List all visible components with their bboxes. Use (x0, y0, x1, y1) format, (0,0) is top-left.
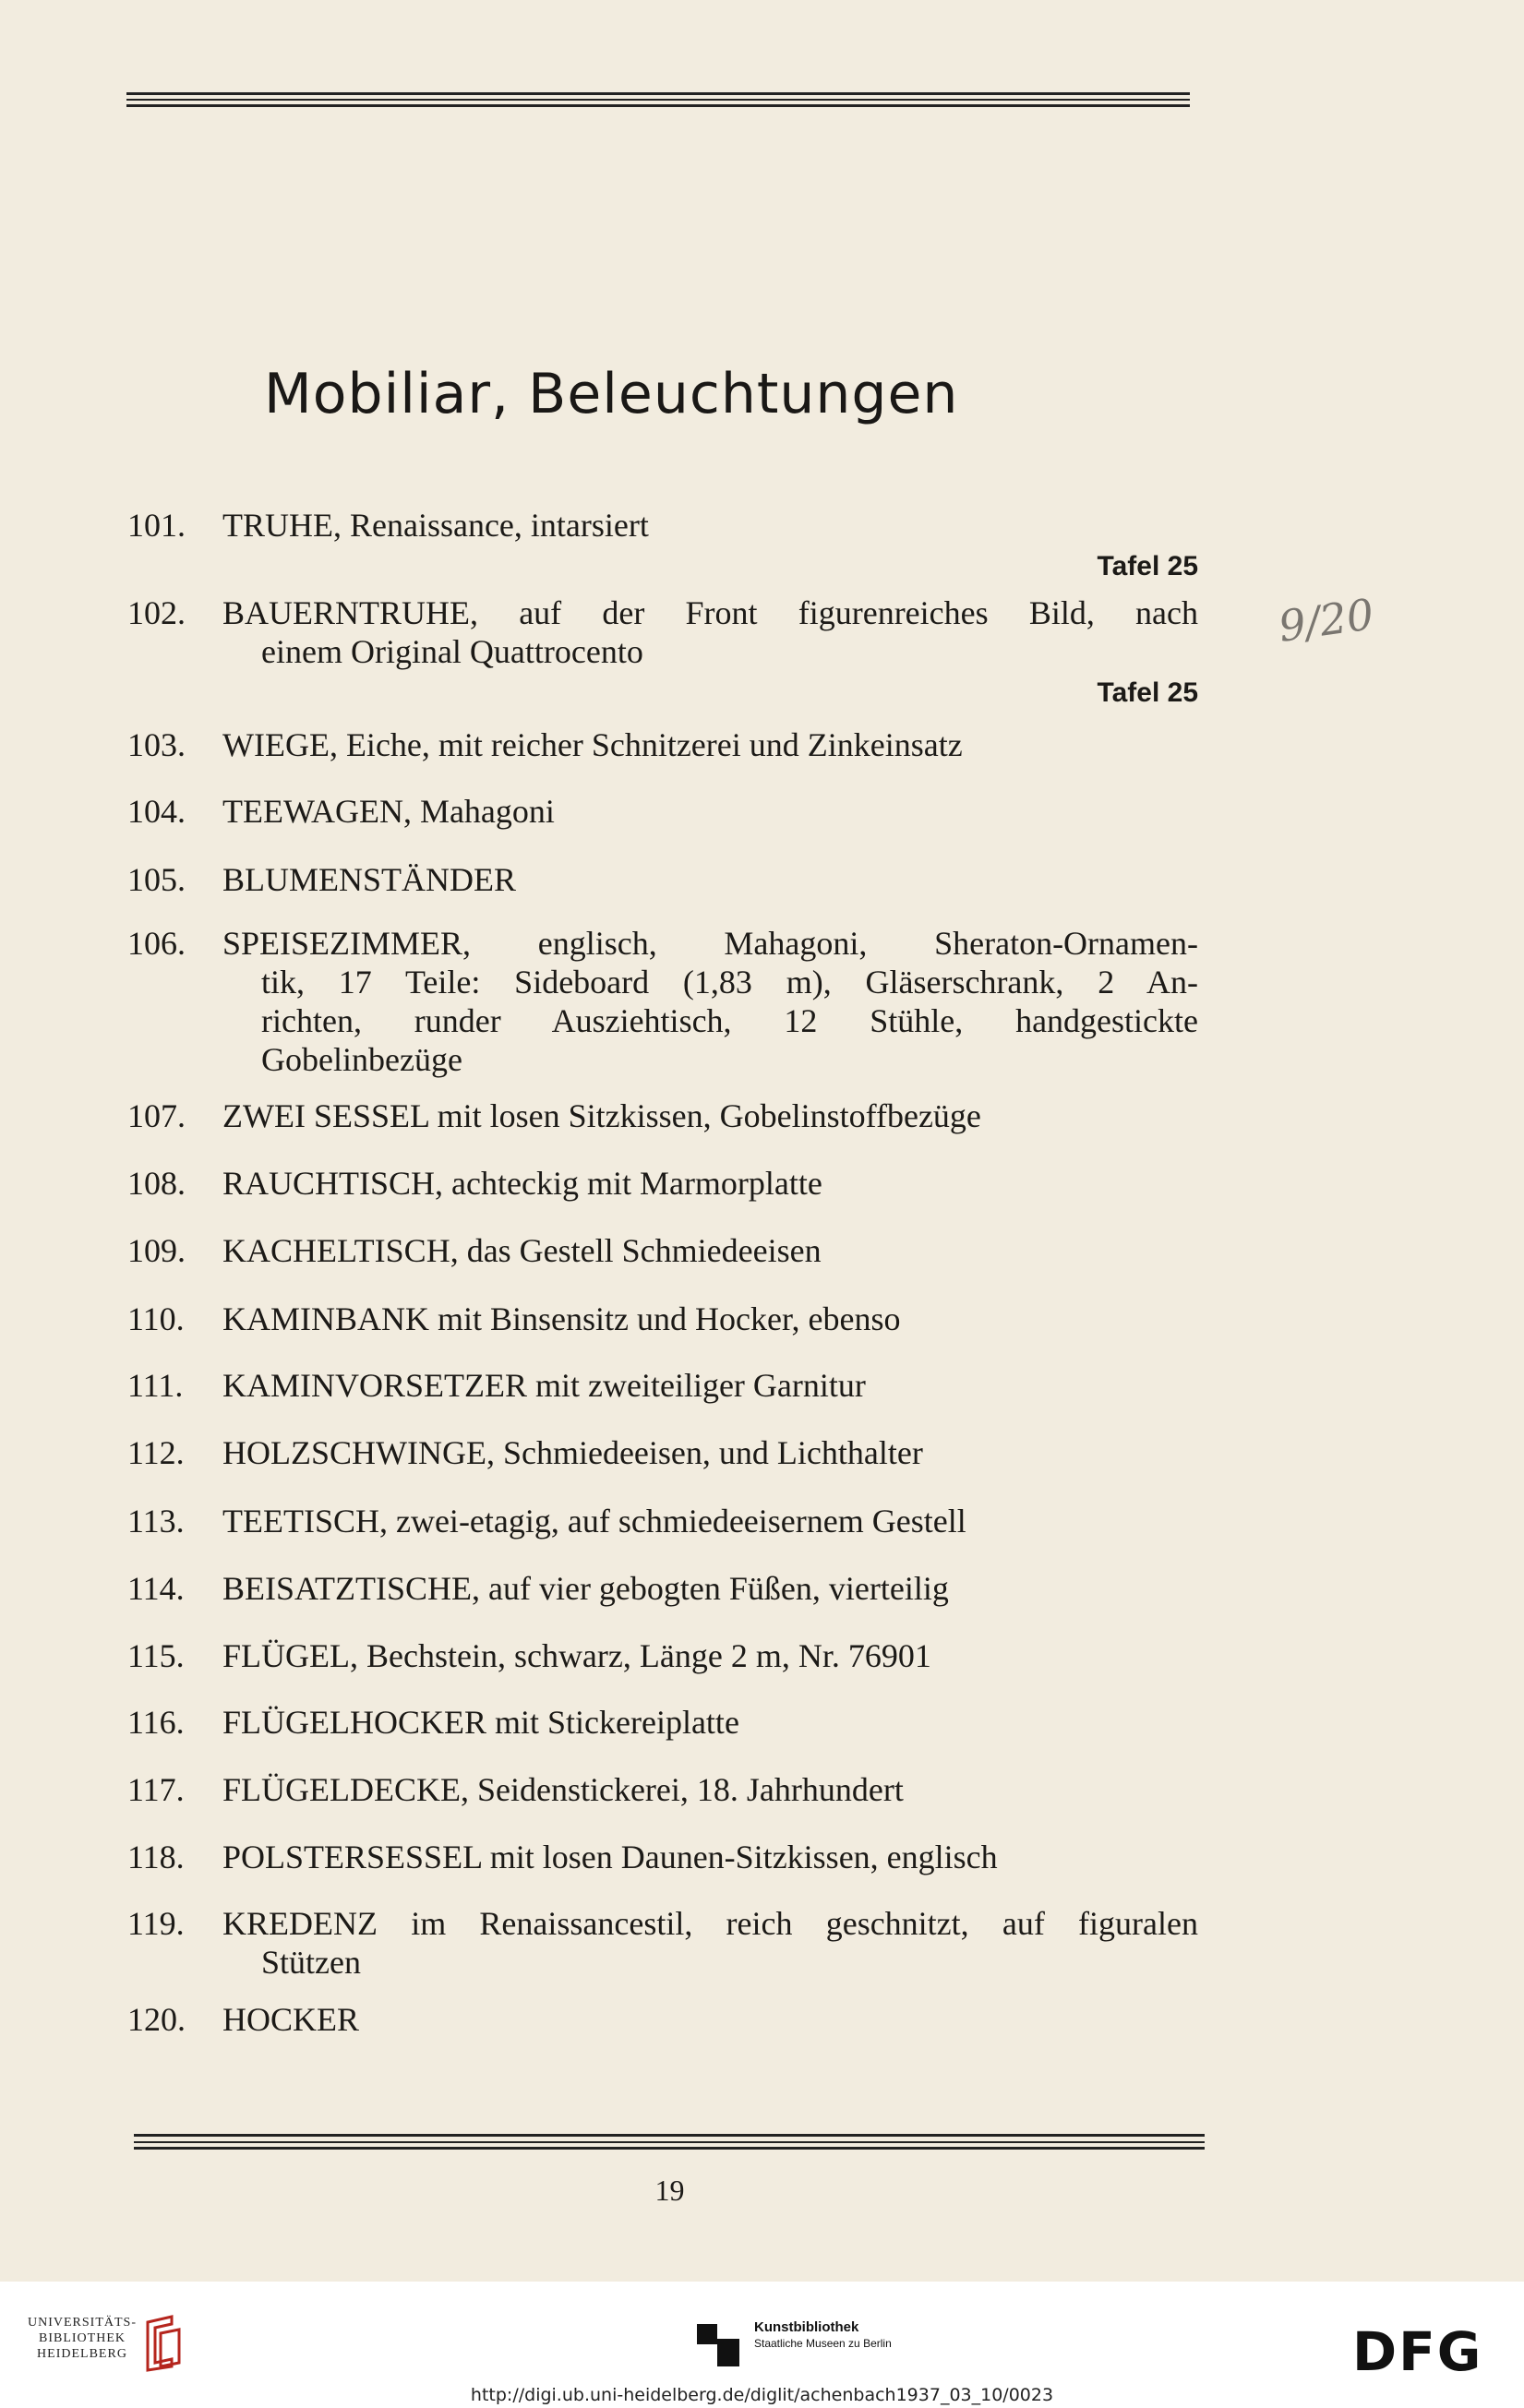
kunstbibliothek-mark-icon (697, 2318, 739, 2366)
catalog-entry (127, 924, 1198, 1079)
entry-number: 106. (127, 925, 186, 962)
entry-text-line: HOLZSCHWINGE, Schmiedeeisen, und Lichthalter (222, 1434, 923, 1471)
entry-text-line: TRUHE, Renaissance, intarsiert (222, 507, 649, 544)
page-number: 19 (654, 2174, 685, 2207)
entry-text-line: BAUERNTRUHE, auf der Front figurenreiches Bild, nach (222, 594, 1198, 631)
entry-number: 113. (127, 1503, 185, 1539)
dfg-logo: DFG (1352, 2320, 1483, 2383)
catalog-entry (127, 1569, 1198, 1608)
entry-text-line: einem Original Quattrocento (261, 633, 643, 670)
entry-text-line: SPEISEZIMMER, englisch, Mahagoni, Sheraton-Ornamen- (222, 925, 1198, 962)
entry-number: 108. (127, 1165, 186, 1202)
catalog-entry (127, 2000, 1198, 2039)
catalog-entry (127, 593, 1198, 712)
catalog-entry (127, 1164, 1198, 1203)
entry-text-line: FLÜGEL, Bechstein, schwarz, Länge 2 m, Nr. 76901 (222, 1637, 931, 1674)
entry-text-line: POLSTERSESSEL mit losen Daunen-Sitzkissen, englisch (222, 1839, 998, 1875)
catalog-entry (127, 725, 1198, 764)
library-emblem-icon (142, 2315, 185, 2372)
digitization-footer (0, 2282, 1524, 2408)
catalog-entry (127, 1366, 1198, 1405)
library-name-line: UNIVERSITÄTS- (28, 2316, 137, 2330)
entry-text-line: TEEWAGEN, Mahagoni (222, 793, 555, 830)
library-name-line: HEIDELBERG (37, 2347, 127, 2361)
university-library-logo (22, 2315, 142, 2362)
entry-number: 120. (127, 2001, 186, 2038)
catalog-entry (127, 860, 1198, 899)
entry-number: 117. (127, 1771, 185, 1808)
entry-text-line: RAUCHTISCH, achteckig mit Marmorplatte (222, 1165, 822, 1202)
entry-text-line: KAMINVORSETZER mit zweiteiliger Garnitur (222, 1367, 866, 1404)
catalog-entry (127, 1636, 1198, 1675)
entry-number: 115. (127, 1637, 185, 1674)
entry-number: 112. (127, 1434, 185, 1471)
bottom-triple-rule (134, 2134, 1205, 2152)
entry-number: 111. (127, 1367, 184, 1404)
entry-number: 103. (127, 726, 186, 763)
source-url[interactable]: http://digi.ub.uni-heidelberg.de/diglit/achenbach1937_03_10/0023 (470, 2385, 1054, 2405)
section-heading: Mobiliar, Beleuchtungen (264, 362, 959, 426)
catalog-entry (127, 1770, 1198, 1809)
entry-text-line: ZWEI SESSEL mit losen Sitzkissen, Gobelinstoffbezüge (222, 1097, 981, 1134)
entry-text-line: tik, 17 Teile: Sideboard (1,83 m), Gläserschrank, 2 An- (261, 964, 1198, 1000)
top-triple-rule (126, 92, 1190, 109)
entry-text-line: HOCKER (222, 2001, 360, 2038)
catalog-entry (127, 1096, 1198, 1135)
catalog-entry (127, 1433, 1198, 1472)
plate-reference: Tafel 25 (1097, 551, 1198, 581)
catalog-entry (127, 1300, 1198, 1338)
entry-number: 114. (127, 1570, 185, 1607)
entry-number: 118. (127, 1839, 185, 1875)
entry-text-line: WIEGE, Eiche, mit reicher Schnitzerei und Zinkeinsatz (222, 726, 963, 763)
entry-number: 104. (127, 793, 186, 830)
entry-text-line: KAMINBANK mit Binsensitz und Hocker, ebenso (222, 1300, 901, 1337)
handwritten-note: 9/20 (1275, 589, 1377, 652)
catalog-entry (127, 1703, 1198, 1742)
entry-number: 105. (127, 861, 186, 898)
plate-reference: Tafel 25 (1097, 677, 1198, 708)
catalog-entry (127, 1904, 1198, 1982)
entry-text-line: TEETISCH, zwei-etagig, auf schmiedeeisernem Gestell (222, 1503, 966, 1539)
entry-text-line: FLÜGELHOCKER mit Stickereiplatte (222, 1704, 739, 1741)
kb-title: Kunstbibliothek (754, 2319, 859, 2335)
entry-text-line: Stützen (261, 1944, 361, 1981)
entry-number: 116. (127, 1704, 185, 1741)
entry-text-line: Gobelinbezüge (261, 1041, 462, 1078)
library-name-line: BIBLIOTHEK (39, 2331, 126, 2345)
entry-number: 110. (127, 1300, 185, 1337)
kb-subtitle: Staatliche Museen zu Berlin (754, 2337, 892, 2350)
catalog-entry (127, 792, 1198, 831)
entry-text-line: KACHELTISCH, das Gestell Schmiedeeisen (222, 1232, 822, 1269)
entry-number: 109. (127, 1232, 186, 1269)
entry-text-line: BLUMENSTÄNDER (222, 861, 517, 898)
catalog-entry (127, 1231, 1198, 1270)
entry-text-line: BEISATZTISCHE, auf vier gebogten Füßen, vierteilig (222, 1570, 949, 1607)
entry-text-line: richten, runder Ausziehtisch, 12 Stühle, handgestickte (261, 1002, 1198, 1039)
entry-number: 107. (127, 1097, 186, 1134)
catalog-entry (127, 1502, 1198, 1540)
catalog-entry (127, 506, 1198, 585)
entry-number: 119. (127, 1905, 185, 1942)
entry-number: 102. (127, 594, 186, 631)
entry-number: 101. (127, 507, 186, 544)
catalog-entry (127, 1838, 1198, 1876)
entry-text-line: FLÜGELDECKE, Seidenstickerei, 18. Jahrhundert (222, 1771, 904, 1808)
entry-text-line: KREDENZ im Renaissancestil, reich geschnitzt, auf figuralen (222, 1905, 1198, 1942)
